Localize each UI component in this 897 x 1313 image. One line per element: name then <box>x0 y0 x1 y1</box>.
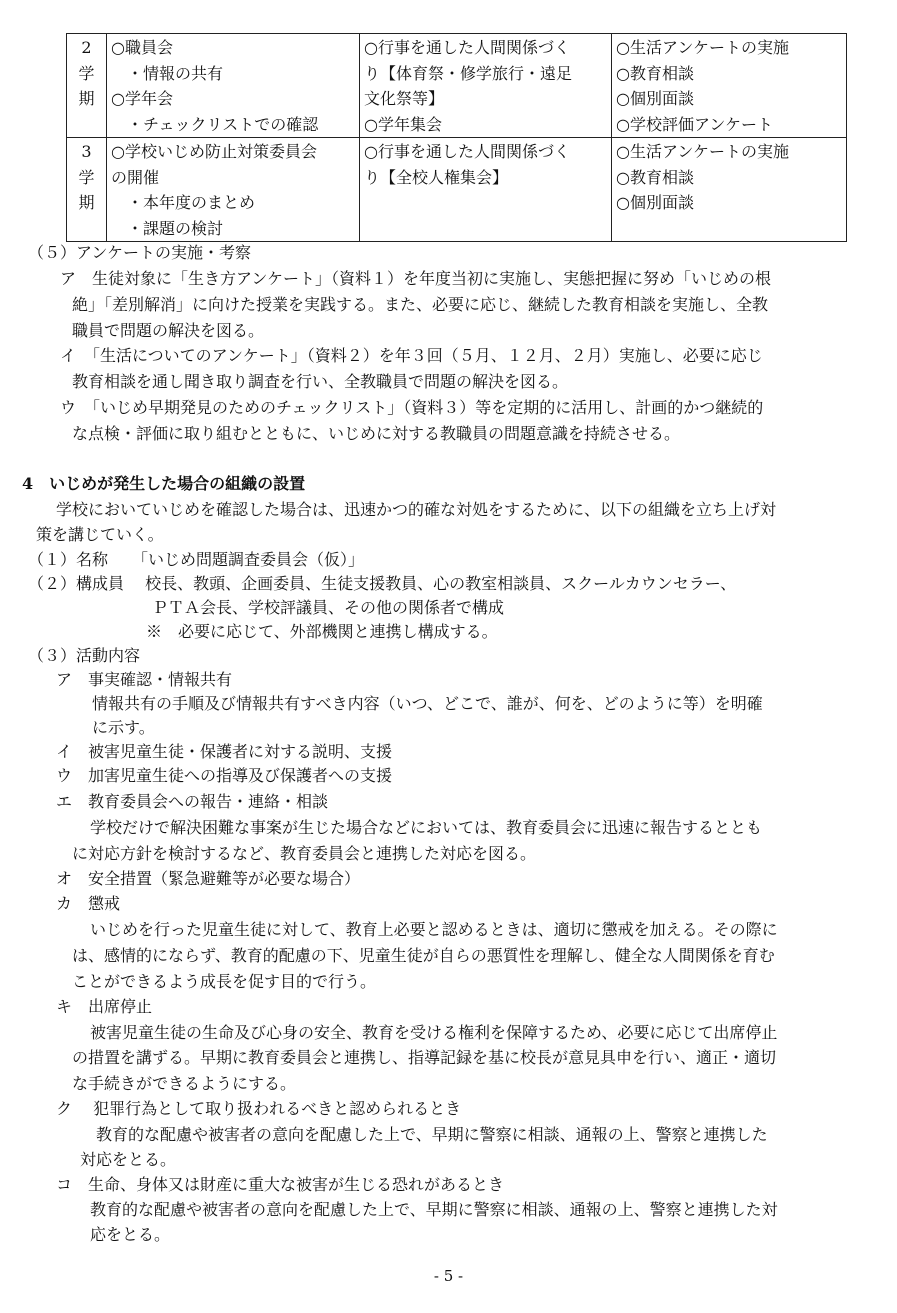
paragraph-line: ウ 「いじめ早期発見のためのチェックリスト」（資料３）等を定期的に活用し、計画的かつ継続的 <box>60 398 764 417</box>
paragraph-line: 絶」「差別解消」に向けた授業を実践する。また、必要に応じ、継続した教育相談を実施し、全教 <box>72 295 769 314</box>
cell-line: ○学校いじめ防止対策委員会 <box>111 142 317 161</box>
paragraph-line: ア 生徒対象に「生き方アンケート」（資料１）を年度当初に実施し、実態把握に努め「いじめの根 <box>60 269 772 288</box>
paragraph-line: 教育的な配慮や被害者の意向を配慮した上で、早期に警察に相談、通報の上、警察と連携した対 <box>90 1200 778 1219</box>
paragraph-line: 対応をとる。 <box>80 1150 177 1169</box>
subheading: ア 事実確認・情報共有 <box>56 670 233 689</box>
activity-cell <box>360 138 612 242</box>
cell-line: ○行事を通した人間関係づく <box>364 38 570 57</box>
subheading: イ 被害児童生徒・保護者に対する説明、支援 <box>56 742 393 761</box>
paragraph-line: 情報共有の手順及び情報共有すべき内容（いつ、どこで、誰が、何を、どのように等）を明確 <box>92 694 763 713</box>
chapter-heading: 4 いじめが発生した場合の組織の設置 <box>22 474 306 493</box>
paragraph-line: は、感情的にならず、教育的配慮の下、児童生徒が自らの悪質性を理解し、健全な人間関係を育む <box>72 946 775 965</box>
cell-line: ○個別面談 <box>616 193 694 212</box>
cell-line: ○学年会 <box>111 89 173 108</box>
cell-line: ○生活アンケートの実施 <box>616 38 790 57</box>
paragraph-line: 学校だけで解決困難な事案が生じた場合などにおいては、教育委員会に迅速に報告するととも <box>90 818 763 837</box>
subheading: コ 生命、身体又は財産に重大な被害が生じる恐れがあるとき <box>56 1175 505 1194</box>
schedule-row <box>67 34 847 138</box>
cell-line: ○個別面談 <box>616 89 694 108</box>
paragraph-line: 職員で問題の解決を図る。 <box>72 321 265 340</box>
cell-line: ・チェックリストでの確認 <box>111 114 319 134</box>
cell-line: ・課題の検討 <box>111 218 224 238</box>
paragraph-line: 策を講じていく。 <box>36 525 164 544</box>
survey-cell <box>612 34 847 138</box>
subheading: エ 教育委員会への報告・連絡・相談 <box>56 792 329 811</box>
term-cell <box>67 34 107 138</box>
item-line: （２）構成員 校長、教頭、企画委員、生徒支援教員、心の教室相談員、スクールカウンセラー、 <box>28 574 737 593</box>
organization-cell <box>107 34 360 138</box>
cell-line: の開催 <box>111 167 160 187</box>
cell-line: ○教育相談 <box>616 63 694 83</box>
subheading: オ 安全措置（緊急避難等が必要な場合） <box>56 869 361 888</box>
cell-line <box>364 216 608 242</box>
paragraph-line: に示す。 <box>92 718 155 737</box>
section-heading: （３）活動内容 <box>28 646 141 665</box>
cell-line: ・本年度のまとめ <box>111 193 256 212</box>
cell-line: ○学年集会 <box>364 114 442 134</box>
paragraph-line: 教育相談を通し聞き取り調査を行い、全教職員で問題の解決を図る。 <box>72 372 569 391</box>
paragraph-line: 学校においていじめを確認した場合は、迅速かつ的確な対処をするために、以下の組織を立ち上げ対 <box>56 500 777 519</box>
paragraph-line: に対応方針を検討するなど、教育委員会と連携した対応を図る。 <box>72 844 537 863</box>
paragraph-line: 被害児童生徒の生命及び心身の安全、教育を受ける権利を保障するため、必要に応じて出席停止 <box>90 1023 778 1042</box>
schedule-row <box>67 138 847 242</box>
cell-line: 3 <box>81 142 92 161</box>
paragraph-line: な手続きができるようにする。 <box>72 1074 297 1093</box>
item-line: （１）名称 「いじめ問題調査委員会（仮）」 <box>28 550 365 569</box>
cell-line: ○生活アンケートの実施 <box>616 142 790 161</box>
cell-line: 期 <box>78 193 95 212</box>
note-line: ※ 必要に応じて、外部機関と連携し構成する。 <box>146 622 498 641</box>
section-heading: （５）アンケートの実施・考察 <box>28 243 252 262</box>
cell-line: ○職員会 <box>111 38 173 57</box>
paragraph-line: の措置を講ずる。早期に教育委員会と連携し、指導記録を基に校長が意見具申を行い、適正・適切 <box>72 1048 777 1067</box>
cell-line: ○学校評価アンケート <box>616 114 774 134</box>
cell-line: ○行事を通した人間関係づく <box>364 142 570 161</box>
cell-line: 2 <box>81 38 92 57</box>
cell-line: り【全校人権集会】 <box>364 167 509 187</box>
cell-line: ・情報の共有 <box>111 63 224 83</box>
paragraph-line: イ 「生活についてのアンケート」（資料２）を年３回（５月、１２月、２月）実施し、必要に応じ <box>60 346 763 365</box>
paragraph-line: 応をとる。 <box>90 1225 171 1244</box>
survey-cell <box>612 138 847 242</box>
cell-line: 文化祭等】 <box>364 89 445 108</box>
subheading: キ 出席停止 <box>56 997 153 1016</box>
paragraph-line: な点検・評価に取り組むとともに、いじめに対する教職員の問題意識を持続させる。 <box>72 424 681 443</box>
page-number: - 5 - <box>433 1267 464 1285</box>
subheading: カ 懲戒 <box>56 894 121 913</box>
cell-line: 学 <box>78 63 95 83</box>
term-cell <box>67 138 107 242</box>
cell-line <box>616 216 843 242</box>
organization-cell <box>107 138 360 242</box>
cell-line: 学 <box>78 167 95 187</box>
cell-line <box>364 190 608 216</box>
cell-line: 期 <box>78 89 95 108</box>
schedule-table <box>66 33 847 242</box>
cell-line: り【体育祭・修学旅行・遠足 <box>364 63 573 83</box>
subheading: ク 犯罪行為として取り扱われるべきと認められるとき <box>56 1099 462 1118</box>
item-line: ＰＴＡ会長、学校評議員、その他の関係者で構成 <box>152 598 505 617</box>
cell-line: ○教育相談 <box>616 167 694 187</box>
subheading: ウ 加害児童生徒への指導及び保護者への支援 <box>56 766 393 785</box>
paragraph-line: ことができるよう成長を促す目的で行う。 <box>72 972 377 991</box>
paragraph-line: 教育的な配慮や被害者の意向を配慮した上で、早期に警察に相談、通報の上、警察と連携した <box>96 1125 768 1144</box>
paragraph-line: いじめを行った児童生徒に対して、教育上必要と認めるときは、適切に懲戒を加える。その際に <box>90 920 778 939</box>
activity-cell <box>360 34 612 138</box>
